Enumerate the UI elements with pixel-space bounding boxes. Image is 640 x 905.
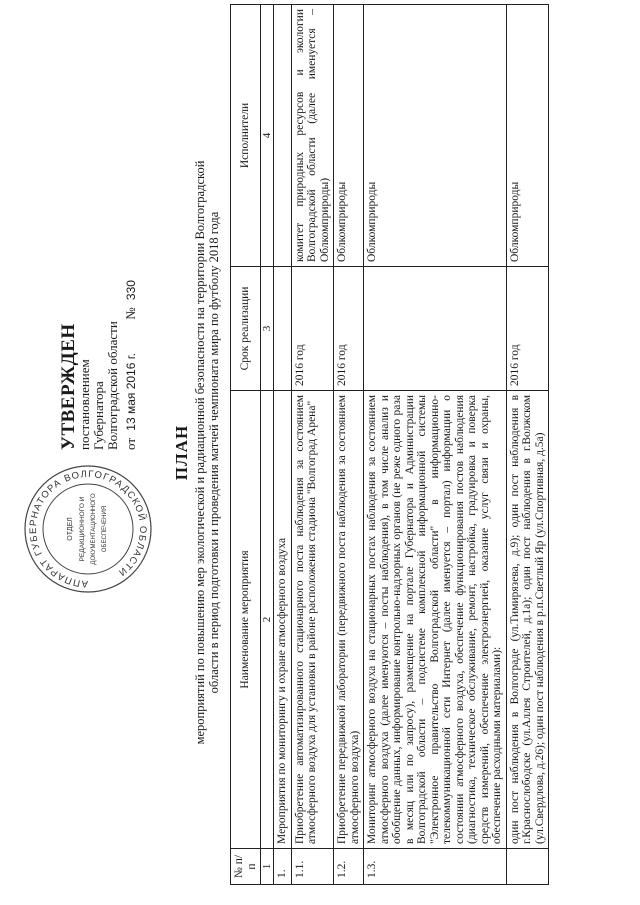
- number-label: №: [123, 307, 138, 320]
- row-executor: комитет природных ресурсов и экологии Волгоградской области (далее именуется – Облкомприроды): [291, 5, 334, 267]
- stamp-line-2: РЕДАКЦИОННОГО И: [79, 496, 86, 562]
- date-value: 13 мая 2016 г.: [124, 353, 138, 431]
- table-row: [506, 5, 549, 885]
- approval-line-2: Губернатора: [91, 381, 106, 450]
- row-number: 1.: [274, 849, 292, 885]
- row-term: [364, 267, 507, 391]
- row-executor: Облкомприроды: [334, 5, 364, 267]
- column-number-4: 4: [261, 5, 274, 267]
- approval-block: [58, 150, 138, 450]
- row-executor: Облкомприроды: [506, 5, 549, 267]
- table-header-row: [231, 5, 261, 885]
- number-value: 330: [124, 280, 138, 301]
- approval-title: УТВЕРЖДЕН: [58, 323, 79, 450]
- row-number: 1.2.: [334, 849, 364, 885]
- document-subtitle: мероприятий по повышению мер экологической и радиационной безопасности на территории Волгоградской области в период подготовки и проведения матчей чемпионата мира по футболу 2018 года: [193, 160, 221, 745]
- row-executor: [274, 5, 292, 267]
- row-executor: Облкомприроды: [364, 5, 507, 267]
- row-number: 1.1.: [291, 849, 334, 885]
- table-row: [274, 5, 292, 885]
- official-stamp: [22, 463, 154, 595]
- table-column-numbers-row: [261, 5, 274, 885]
- row-activity: Мониторинг атмосферного воздуха на стационарных постах наблюдения за состоянием атмосферного воздуха (далее именуются – посты наблюдения), в том числе анализ и обобщение данных, информирование контрольно-надзорных органов (не реже одного раза в месяц или по запросу), размещение на портале Губернатора и Администрации Волгоградской области – подсистеме комплексной информационной системы "Электронное правительство Волгоградской области" в информационно-телекоммуникационной сети Интернет (далее именуется – портал) информации о состоянии атмосферного воздуха, обеспечение функционирования постов наблюдения (диагностика, техническое обслуживание, ремонт, настройка, градуировка и поверка средств измерений, обеспечение электроэнергией, оказание услуг связи и охраны, обеспечение расходными материалами):: [364, 391, 507, 849]
- stamp-ring-text: АППАРАТ ГУБЕРНАТОРА ВОЛГОГРАДСКОЙ ОБЛАСТИ: [27, 468, 149, 590]
- stamp-line-3: ДОКУМЕНТАЦИОННОГО: [91, 493, 97, 565]
- column-number-3: 3: [261, 267, 274, 391]
- header-number: № п/п: [231, 849, 261, 885]
- row-number: 1.3.: [364, 849, 507, 885]
- column-number-1: 1: [261, 849, 274, 885]
- header-executors: Исполнители: [231, 5, 261, 267]
- row-term: [274, 267, 292, 391]
- row-number: [506, 849, 549, 885]
- row-term: 2016 год: [291, 267, 334, 391]
- approval-line-1: постановлением: [77, 359, 92, 450]
- table-row: [364, 5, 507, 885]
- approval-line-3: Волгоградской области: [105, 321, 120, 450]
- stamp-line-1: ОТДЕЛ: [67, 517, 74, 541]
- header-activity: Наименование мероприятия: [231, 391, 261, 849]
- column-number-2: 2: [261, 391, 274, 849]
- header-term: Срок реализации: [231, 267, 261, 391]
- stamp-line-4: ОБЕСПЕЧЕНИЯ: [102, 505, 108, 553]
- row-activity: Мероприятия по мониторингу и охране атмосферного воздуха: [274, 391, 292, 849]
- svg-text:АППАРАТ ГУБЕРНАТОРА ВОЛГОГРАДС: [28, 469, 149, 589]
- plan-table: [230, 4, 549, 885]
- row-activity: Приобретение передвижной лаборатории (передвижного поста наблюдения за состоянием атмосферного воздуха): [334, 391, 364, 849]
- document-title: ПЛАН: [172, 424, 191, 481]
- table-row: [291, 5, 334, 885]
- approval-date-line: [124, 150, 138, 450]
- row-activity: Приобретение автоматизированного стационарного поста наблюдения за состоянием атмосферного воздуха для установки в районе расположения стадиона "Волгоград Арена": [291, 391, 334, 849]
- row-activity: один пост наблюдения в Волгограде (ул.Тимирязева, д.9); один пост наблюдения в г.Краснослободске (ул.Аллея Строителей, д.1а); один пост наблюдения в г.Волжском (ул.Свердлова, д.26); один пост наблюдения в р.п.Светлый Яр (ул.Спортивная, д.5а): [506, 391, 549, 849]
- row-term: 2016 год: [506, 267, 549, 391]
- row-term: 2016 год: [334, 267, 364, 391]
- date-prefix: от: [123, 437, 138, 450]
- table-row: [334, 5, 364, 885]
